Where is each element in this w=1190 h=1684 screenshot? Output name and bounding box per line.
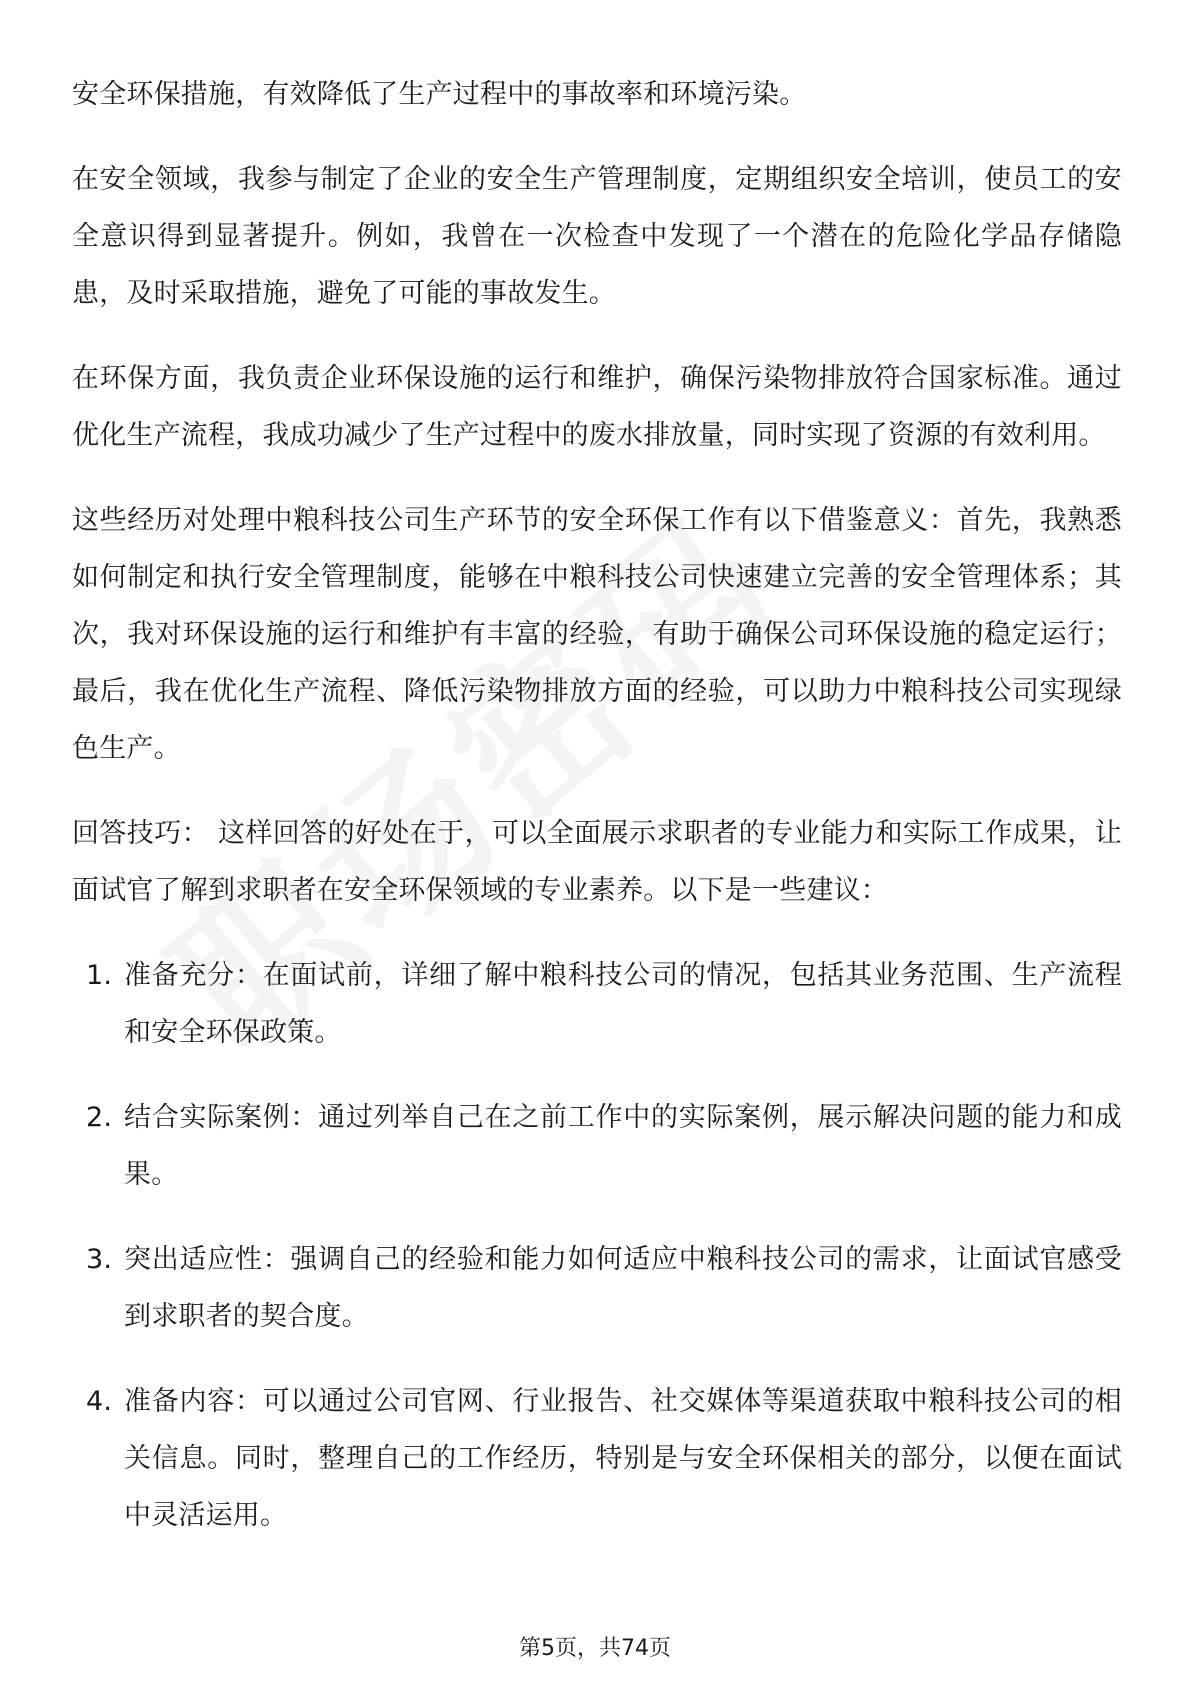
suggestion-list [72,947,1122,1544]
document-body [72,66,1122,1572]
list-number: 2. [86,1102,113,1133]
list-text: 准备内容：可以通过公司官网、行业报告、社交媒体等渠道获取中粮科技公司的相关信息。同时，整理自己的工作经历，特别是与安全环保相关的部分，以便在面试中灵活运用。 [124,1386,1122,1531]
paragraph-answer-tips: 回答技巧： 这样回答的好处在于，可以全面展示求职者的专业能力和实际工作成果，让面试官了解到求职者在安全环保领域的专业素养。以下是一些建议： [72,818,1122,906]
list-text: 准备充分：在面试前，详细了解中粮科技公司的情况，包括其业务范围、生产流程和安全环保政策。 [124,960,1122,1048]
paragraph-4: 这些经历对处理中粮科技公司生产环节的安全环保工作有以下借鉴意义：首先，我熟悉如何制定和执行安全管理制度，能够在中粮科技公司快速建立完善的安全管理体系；其次，我对环保设施的运行和维护有丰富的经验，有助于确保公司环保设施的稳定运行；最后，我在优化生产流程、降低污染物排放方面的经验，可以助力中粮科技公司实现绿色生产。 [72,505,1122,764]
list-number: 3. [86,1244,113,1275]
page-footer: 第5页，共74页 [519,1636,671,1661]
list-text: 结合实际案例：通过列举自己在之前工作中的实际案例，展示解决问题的能力和成果。 [124,1102,1122,1190]
list-item [72,1373,1122,1544]
list-item [72,1089,1122,1203]
list-number: 1. [86,960,113,991]
list-item [72,947,1122,1061]
paragraph-2: 在安全领域，我参与制定了企业的安全生产管理制度，定期组织安全培训，使员工的安全意识得到显著提升。例如，我曾在一次检查中发现了一个潜在的危险化学品存储隐患，及时采取措施，避免了可能的事故发生。 [72,164,1122,309]
paragraph-3: 在环保方面，我负责企业环保设施的运行和维护，确保污染物排放符合国家标准。通过优化生产流程，我成功减少了生产过程中的废水排放量，同时实现了资源的有效利用。 [72,363,1122,451]
list-text: 突出适应性：强调自己的经验和能力如何适应中粮科技公司的需求，让面试官感受到求职者的契合度。 [124,1244,1122,1332]
paragraph-1: 安全环保措施，有效降低了生产过程中的事故率和环境污染。 [72,79,807,110]
list-number: 4. [86,1386,113,1417]
list-item [72,1231,1122,1345]
